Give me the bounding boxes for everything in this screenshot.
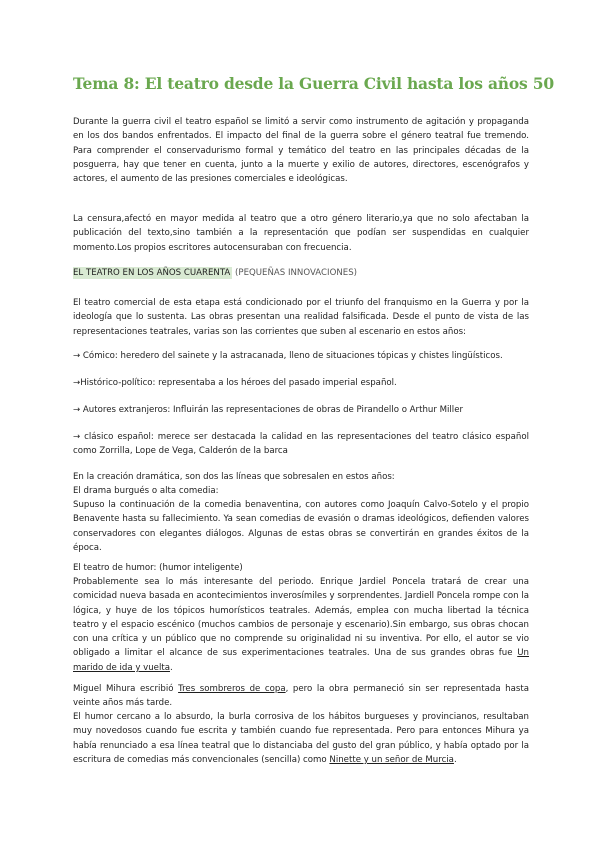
lineas-intro: En la creación dramática, son dos las líneas que sobresalen en estos años: bbox=[73, 472, 395, 482]
corriente-extranjeros: → Autores extranjeros: Influirán las representaciones de obras de Pirandello o Arthur Miller bbox=[73, 405, 464, 415]
ninette-obra-title: Ninette y un señor de Murcia bbox=[329, 754, 454, 765]
comercial-paragraph: El teatro comercial de esta etapa está condicionado por el triunfo del franquismo en la Guerra y por la ideología que lo sustenta. Las obras presentan una realidad falsificada. Desde el punto de vista de las representaciones teatrales, varias son las corrientes que suben al escenario en estos años: bbox=[73, 298, 529, 337]
section-title-highlight: EL TEATRO EN LOS AÑOS CUARENTA bbox=[73, 268, 231, 278]
mihura-p1-b: , pero la obra permaneció sin ser representada hasta veinte años más tarde. bbox=[73, 684, 529, 709]
corriente-comico: → Cómico: heredero del sainete y la astracanada, lleno de situaciones tópicas y chistes lingüísticos. bbox=[73, 351, 503, 361]
humor-text: Probablemente sea lo más interesante del periodo. Enrique Jardiel Poncela tratará de crear una comicidad nueva basada en acontecimientos inverosímiles y sorprendentes. Jardiell Poncela rompe con la lógica, y huye de los tópicos humorísticos teatrales. Además, emplea con mucha libertad la técnica teatro y el espacio escénico (muchos cambios de personaje y escenario).Sin embargo, sus obras chocan con una crítica y un público que no comprende su originalidad ni su inventiva. Por ello, el autor se vio obligado a limitar el alcance de sus experimentaciones teatrales. Una de sus grandes obras fue bbox=[73, 577, 529, 659]
section-heading bbox=[73, 266, 357, 280]
corriente-historico: →Histórico-político: representaba a los héroes del pasado imperial español. bbox=[73, 378, 397, 388]
humor-paragraph bbox=[73, 575, 529, 675]
drama-heading: El drama burgués o alta comedia: bbox=[73, 486, 219, 496]
mihura-paragraph-2 bbox=[73, 710, 529, 767]
humor-end: . bbox=[169, 662, 173, 673]
mihura-p2-a: El humor cercano a lo absurdo, la burla corrosiva de los hábitos burgueses y provincianos, resultaban muy novedosos cuando fue escrita y también cuando fue representada. Pero para entonces Mihura ya había renunciado a esa línea teatral que lo distanciaba del gusto del gran público, y había optado por la escritura de comedias más convencionales (sencilla) como bbox=[73, 712, 529, 765]
section-subtitle: (PEQUEÑAS INNOVACIONES) bbox=[235, 268, 358, 278]
humor-heading: El teatro de humor: (humor inteligente) bbox=[73, 563, 243, 573]
humor-obra-title: Un marido de ida y vuelta bbox=[73, 648, 529, 673]
mihura-p1-a: Miguel Mihura escribió bbox=[73, 684, 179, 694]
drama-paragraph: Supuso la continuación de la comedia benaventina, con autores como Joaquín Calvo-Sotelo y el propio Benavente hasta su fallecimiento. Ya sean comedias de evasión o dramas ideológicos, defienden valores conservadores con elegantes diálogos. Algunas de estas obras se convertirán en grandes éxitos de la época. bbox=[73, 500, 529, 553]
page-title: Tema 8: El teatro desde la Guerra Civil hasta los años 50 bbox=[73, 74, 554, 93]
corriente-clasico: → clásico español: merece ser destacada la calidad en las representaciones del teatro clásico español como Zorrilla, Lope de Vega, Calderón de la barca bbox=[73, 432, 529, 457]
mihura-obra-title: Tres sombreros de copa bbox=[178, 684, 286, 694]
mihura-p2-b: . bbox=[453, 754, 457, 765]
intro-paragraph: Durante la guerra civil el teatro español se limitó a servir como instrumento de agitación y propaganda en los dos bandos enfrentados. El impacto del final de la guerra sobre el género teatral fue tremendo. Para comprender el conservadurismo formal y temático del teatro en las principales décadas de la posguerra, hay que tener en cuenta, junto a la muerte y exilio de autores, directores, escenógrafos y actores, el aumento de las presiones comerciales e ideológicas. bbox=[73, 117, 529, 185]
censura-paragraph: La censura,afectó en mayor medida al teatro que a otro género literario,ya que no solo afectaban la publicación del texto,sino también a la representación que podían ser suspendidas en cualquier momento.Los propios escritores autocensuraban con frecuencia. bbox=[73, 214, 529, 253]
mihura-paragraph-1 bbox=[73, 682, 529, 711]
